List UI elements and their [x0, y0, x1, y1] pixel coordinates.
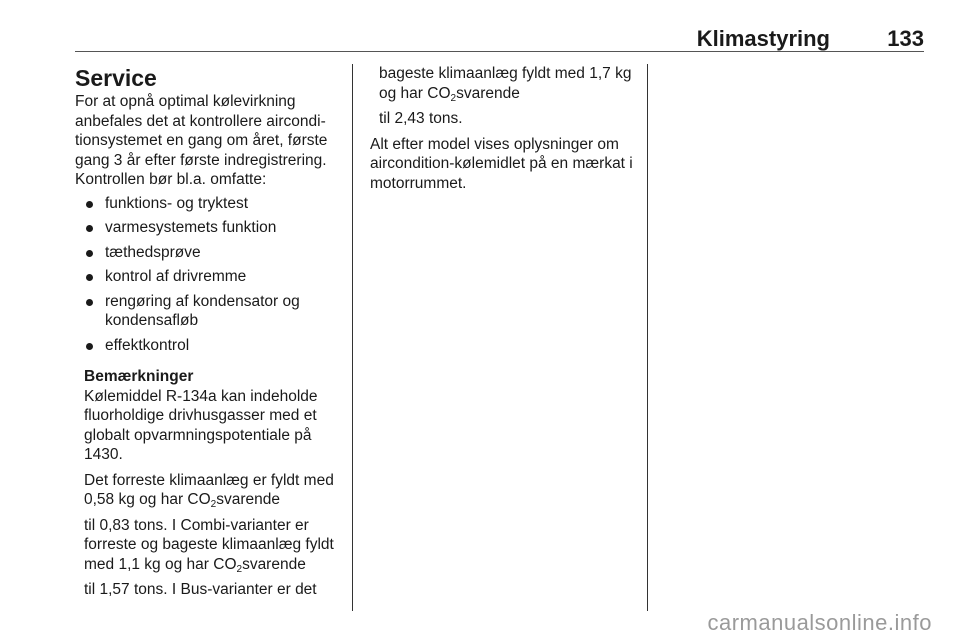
- watermark: carmanualsonline.info: [707, 610, 932, 635]
- note-block: [75, 367, 343, 465]
- check-list: [75, 194, 343, 356]
- tons-paragraph: til 2,43 tons.: [379, 110, 463, 127]
- list-item: effektkontrol: [75, 336, 343, 356]
- list-item: rengøring af kondensator og kondensafløb: [75, 292, 343, 331]
- section-title: Service: [75, 65, 157, 91]
- intro-paragraph: For at opnå optimal kølevirkning anbefales det at kontrollere aircondi-tionsystemet en gang om året, første gang 3 år efter første indregistrering. Kontrollen bør bl.a. omfatte:: [75, 93, 328, 188]
- list-item: funktions- og tryktest: [75, 194, 343, 214]
- rear-ac-paragraph: bageste klimaanlæg fyldt med 1,7 kg og har $CO_2svarende$: [379, 65, 632, 104]
- page-number: 133: [887, 26, 924, 51]
- list-item: varmesystemets funktion: [75, 218, 343, 238]
- bus-paragraph: til 1,57 tons. I Bus-varianter er det: [84, 581, 317, 598]
- combi-paragraph: til 0,83 tons. I Combi-varianter er forreste og bageste klimaanlæg fyldt med 1,1 kg og har $CO_2svarende$: [84, 516, 334, 575]
- column-divider-2: [647, 64, 648, 611]
- column-2: [370, 64, 638, 199]
- label-info-paragraph: Alt efter model vises oplysninger om aircondition-kølemidlet på en mærkat i motorrummet.: [370, 135, 633, 192]
- note-title: Bemærkninger: [84, 368, 194, 385]
- note-text: Kølemiddel R-134a kan indeholde fluorholdige drivhusgasser med et globalt opvarmningspotentiale på 1430.: [84, 387, 318, 463]
- header-title: Klimastyring: [696, 26, 830, 51]
- list-item: tæthedsprøve: [75, 243, 343, 263]
- front-ac-paragraph: Det forreste klimaanlæg er fyldt med 0,58 kg og har $CO_2svarende$: [84, 471, 334, 510]
- column-1: [75, 64, 343, 606]
- list-item: kontrol af drivremme: [75, 267, 343, 287]
- column-divider-1: [352, 64, 353, 611]
- header-rule: [75, 51, 924, 52]
